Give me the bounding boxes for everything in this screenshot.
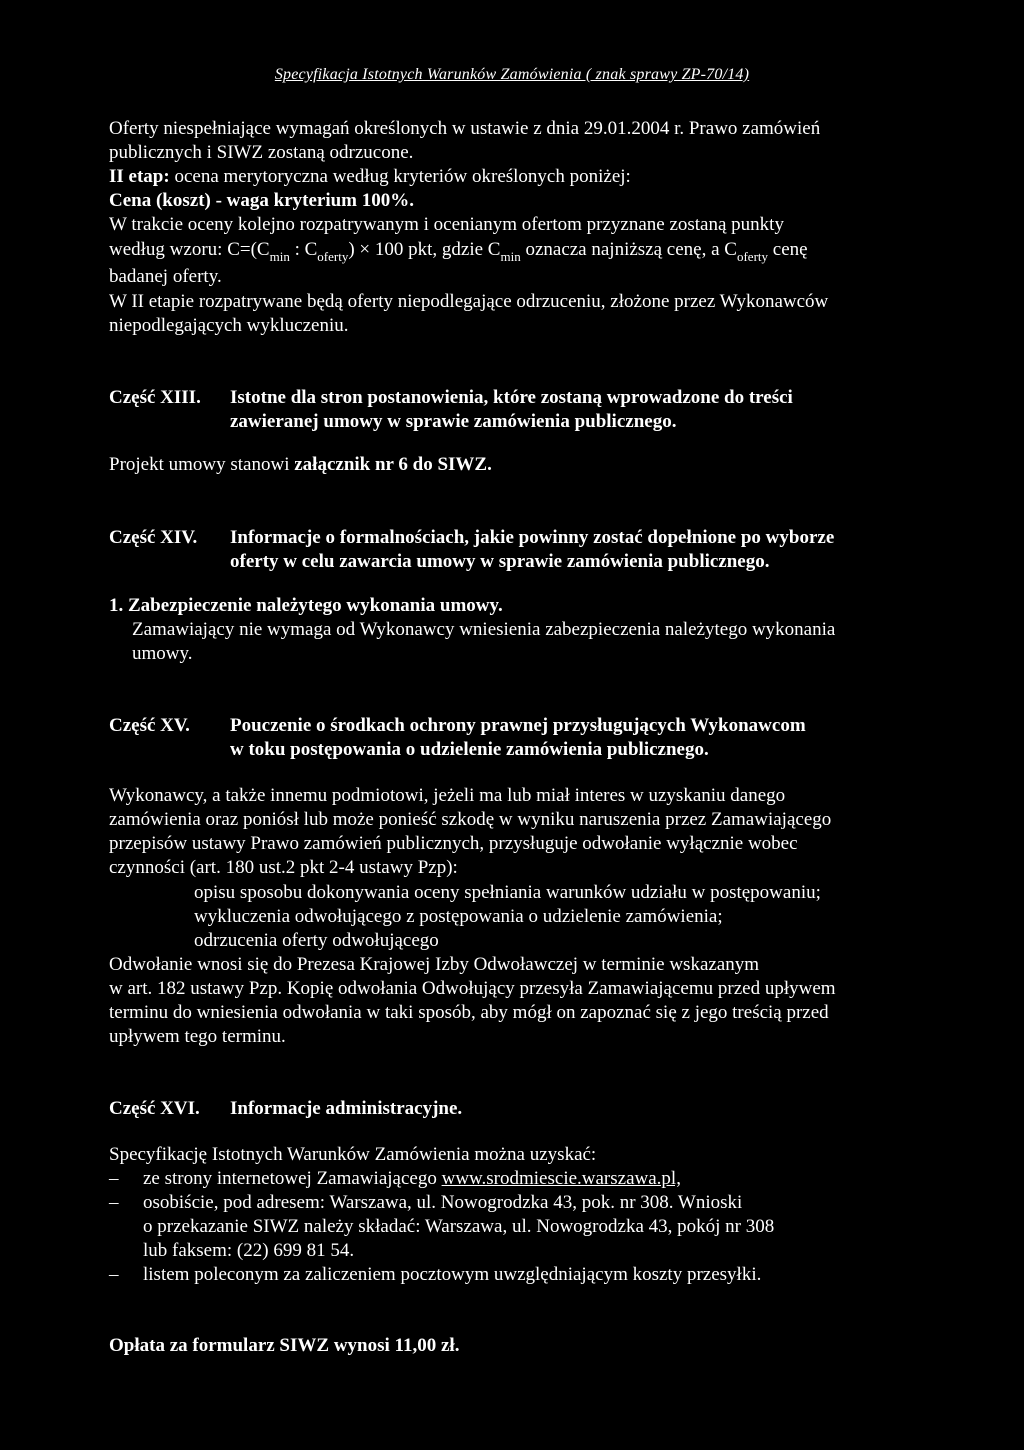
part-15-list-item: odrzucenia oferty odwołującego — [194, 930, 439, 951]
part-15-para-line: przepisów ustawy Prawo zamówień publicznych, przysługuje odwołanie wyłącznie wobec — [109, 833, 798, 854]
part-13-attachment: załącznik nr 6 do SIWZ. — [294, 454, 492, 475]
stage2-label: II etap: — [109, 166, 170, 187]
formula-subscript: oferty — [736, 249, 769, 264]
formula-subscript: min — [500, 249, 521, 264]
intro-line-2: publicznych i SIWZ zostaną odrzucone. — [109, 142, 414, 163]
fee-statement: Opłata za formularz SIWZ wynosi 11,00 zł. — [109, 1335, 460, 1356]
part-16-item-1 — [143, 1167, 909, 1191]
formula-part: cenę — [768, 239, 808, 260]
part-16-title: Informacje administracyjne. — [230, 1098, 463, 1119]
part-16-item-2-line: lub faksem: (22) 699 81 54. — [143, 1240, 355, 1261]
formula-subscript: min — [269, 249, 290, 264]
part-13-text — [109, 453, 909, 477]
part-16-item-2-line: o przekazanie SIWZ należy składać: Warszawa, ul. Nowogrodzka 43, pokój nr 308 — [143, 1216, 775, 1237]
scoring-line-1: W trakcie oceny kolejno rozpatrywanym i ocenianym ofertom przyznane zostaną punkty — [109, 214, 784, 235]
list-dash: – — [109, 1168, 119, 1189]
part-15-para2-line: upływem tego terminu. — [109, 1026, 286, 1047]
part-15-para2-line: Odwołanie wnosi się do Prezesa Krajowej Izby Odwoławczej w terminie wskazanym — [109, 954, 760, 975]
formula-part: : C — [289, 239, 318, 260]
part-15-list-item: wykluczenia odwołującego z postępowania o udzielenie zamówienia; — [194, 906, 723, 927]
intro-line-1: Oferty niespełniające wymagań określonych w ustawie z dnia 29.01.2004 r. Prawo zamówień — [109, 118, 821, 139]
part-14-number: Część XIV. — [109, 527, 198, 548]
part-15-para-line: czynności (art. 180 ust.2 pkt 2-4 ustawy Pzp): — [109, 857, 458, 878]
list-dash: – — [109, 1192, 119, 1213]
part-15-para2-line: terminu do wniesienia odwołania w taki sposób, aby mógł on zapoznać się z jego treścią przed — [109, 1002, 829, 1023]
part-15-number: Część XV. — [109, 715, 190, 736]
scoring-line-3: badanej oferty. — [109, 266, 222, 287]
part-15-para-line: Wykonawcy, a także innemu podmiotowi, jeżeli ma lub miał interes w uzyskaniu danego — [109, 785, 786, 806]
part-13-number: Część XIII. — [109, 387, 201, 408]
part-15-para-line: zamówienia oraz poniósł lub może ponieść szkodę w wyniku naruszenia przez Zamawiającego — [109, 809, 832, 830]
part-16-item-3: listem poleconym za zaliczeniem pocztowym uwzględniającym koszty przesyłki. — [143, 1264, 762, 1285]
part-16-item-2-line: osobiście, pod adresem: Warszawa, ul. Nowogrodzka 43, pok. nr 308. Wnioski — [143, 1192, 743, 1213]
criterion: Cena (koszt) - waga kryterium 100%. — [109, 190, 415, 211]
list-dash: – — [109, 1264, 119, 1285]
formula-part: według wzoru: C=(C — [109, 239, 270, 260]
scoring-formula — [109, 238, 909, 263]
part-14-item-line-2: umowy. — [132, 643, 193, 664]
website-link[interactable]: www.srodmiescie.warszawa.pl, — [441, 1168, 681, 1189]
part-13-title-line-2: zawieranej umowy w sprawie zamówienia publicznego. — [230, 411, 677, 432]
part-15-para2-line: w art. 182 ustawy Pzp. Kopię odwołania Odwołujący przesyła Zamawiającemu przed upływem — [109, 978, 836, 999]
part-16-number: Część XVI. — [109, 1098, 200, 1119]
item-1-text: ze strony internetowej Zamawiającego — [143, 1168, 442, 1189]
part-15-title-line-2: w toku postępowania o udzielenie zamówienia publicznego. — [230, 739, 709, 760]
stage2-heading — [109, 165, 909, 189]
document-header: Specyfikacja Istotnych Warunków Zamówienia ( znak sprawy ZP-70/14) — [274, 66, 750, 83]
part-14-item-title: 1. Zabezpieczenie należytego wykonania umowy. — [109, 595, 503, 616]
part-13-title-line-1: Istotne dla stron postanowienia, które zostaną wprowadzone do treści — [230, 387, 793, 408]
part-15-list-item: opisu sposobu dokonywania oceny spełniania warunków udziału w postępowaniu; — [194, 882, 821, 903]
part-13-text-prefix: Projekt umowy stanowi — [109, 454, 295, 475]
part-14-item-line-1: Zamawiający nie wymaga od Wykonawcy wniesienia zabezpieczenia należytego wykonania — [132, 619, 836, 640]
stage2-rule-line-2: niepodlegających wykluczeniu. — [109, 315, 349, 336]
formula-subscript: oferty — [317, 249, 349, 264]
formula-part: ) × 100 pkt, gdzie C — [348, 239, 501, 260]
stage2-rule-line-1: W II etapie rozpatrywane będą oferty niepodlegające odrzuceniu, złożone przez Wykonawców — [109, 291, 829, 312]
formula-part: oznacza najniższą cenę, a C — [520, 239, 737, 260]
part-14-title-line-1: Informacje o formalnościach, jakie powinny zostać dopełnione po wyborze — [230, 527, 835, 548]
part-14-title-line-2: oferty w celu zawarcia umowy w sprawie zamówienia publicznego. — [230, 551, 770, 572]
stage2-text: ocena merytoryczna według kryteriów określonych poniżej: — [169, 166, 631, 187]
part-16-intro: Specyfikację Istotnych Warunków Zamówienia można uzyskać: — [109, 1144, 597, 1165]
part-15-title-line-1: Pouczenie o środkach ochrony prawnej przysługujących Wykonawcom — [230, 715, 806, 736]
